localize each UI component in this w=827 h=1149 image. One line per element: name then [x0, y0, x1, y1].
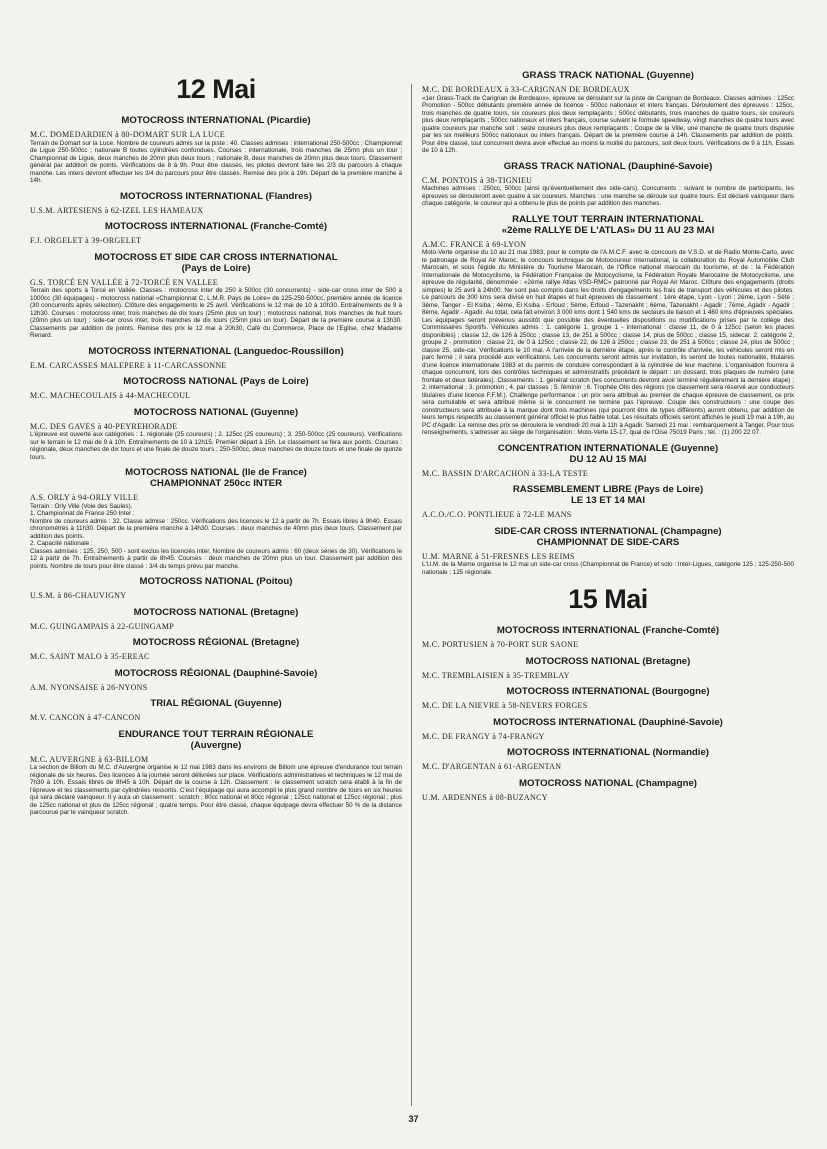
event-description: [422, 249, 794, 437]
event-club: M.C. TREMBLAISIEN à 35-TREMBLAY: [422, 670, 570, 680]
event-description: [30, 503, 402, 571]
event-section: [30, 607, 402, 632]
event-paragraph: Moto-Verte organise du 10 au 21 mai 1983, pour le compte de l'A.M.C.F. avec le concours de V.S.D. et de Radio Monte-Carlo, avec le patronage de Royal Air Maroc, le concours technique de Motocoureur International, la collaboration du Royal Automobile Club Marocain, et sous l'égide du Ministère du Tourisme Marocain, de l'Office national marocain du tourisme, et de : la Fédération Internationale de Motocyclisme, la Fédération Française de Motocyclisme, la Fédération Royale Marocaine de Motocyclisme, une épreuve de régularité, dénommée : «2ème rallye Atlas VSD-RMC» patronné par Royal Air Maroc. Clôture des engagements (droits simples) le 25 avril à 24h00. Ne sont pas compris dans les droits d'engagements les frais de transport des véhicules et des pilotes. Le parcours de 300 kms sera divisé en huit étapes et huit épreuves de classement : 1ère étape, Lyon - Lyon ; 2ème, Lyon - Sète ; 3ème, Tanger - El Ksiba ; 4ème, El Ksiba - Erfoud ; 5ème, Erfoud - Tazenakht ; 6ème, Tazenakht - Agadir ; 7ème, Agadir - Agadir ; 8ème, Agadir - Agadir. Au total, cela fait environ 3 000 kms dont 1 540 kms de secteurs de liaison et 1 460 kms d'épreuves spéciales. Les équipages seront prévenus aussitôt que possible des éventuelles dispositions ou modifications prises par le collège des Commissaires Sportifs. Véhicules admis : 1. catégorie 1, groupe 1 - International : classe 11, de 0 à 125cc (selon les places disponibles) ; classe 12, de 126 à 250cc ; classe 13, de 251 à 500cc ; classe 14, plus de 500cc ; classe 15, sidecar. 2. catégorie 2, groupe 2 - promotion : classe 21, de 0 à 125cc ; classe 22, de 126 à 250cc ; classe 23, de 251 à 500cc ; classe 24, plus de 500cc ; classe 25, side-car. Vérifications le 10 mai. A l'arrivée de la dernière étape, après le contrôle d'arrivée, les véhicules seront mis en parc fermé ; il sera procédé aux vérifications. Les concurrents seront admis sur invitation, ils seront de toutes nationalité, titulaires d'une licence internationale 1983 et du permis de conduire correspondant à la cylindrée de leur machine. L'organisation fournira à chaque concurrent, lors des contrôles techniques et administratifs précédant le départ : un dossard, trois plaques de numéro (une frontale et deux latérales). Classements : 1. général scratch (les concurrents devront avoir terminé régulièrement la dernière étape) ; 2. international ; 3. promotion ; 4. par classes ; 5. féminin ; 6. Trophée Otis des régions (ce classement sera réservé aux conducteurs titulaires d'une licence F.F.M.). Challenge performance : un prix sera attribué au premier de chaque épreuve de classement, ce prix sera cumulable et sera attribué même si le concurrent ne termine pas l'épreuve. Coupe des constructeurs : une coupe des constructeurs sera attribuée à la marque dont trois machines (qui pourront être de types différents) auront obtenu, par addition de leurs temps respectifs au classement général officiel le plus faible total. Les résultats officiels seront affichés le jeudi 19 mai à 19h, au PC d'Agadir. La remise des prix se déroulera le vendredi 20 mai à 11h à Agadir. Samedi 21 mai : rembarquement à Tanger. Pour tous renseignements, s'adresser au siège de l'organisation : Moto-Verte 15-17, quai de l'Oise 75019 Paris ; tél. : (1) 200 22 07.: [422, 249, 794, 436]
event-heading: MOTOCROSS RÉGIONAL (Bretagne): [132, 637, 300, 648]
event-club: M.V. CANCON à 47-CANCON: [30, 713, 141, 722]
event-section: [30, 467, 402, 570]
event-heading: ENDURANCE TOUT TERRAIN RÉGIONALE (Auvergne): [118, 728, 314, 751]
event-paragraph: L'épreuve est ouverte aux catégories : 1. régionale (25 coureurs) ; 2. 125cc (25 coureurs) ; 3. 250-500cc (25 coureurs). Vérifications sur le terrain le 12 mai de 9 à 10h. Entraînements de 10 à 12h15. Premier départ à 15h. Le classement se fera aux points. Courses : régionale, deux manches de dix tours et une finale de douze tours ; 250-500cc, deux manches de douze tours et une finale de quinze tours.: [30, 431, 402, 461]
event-description: [422, 561, 794, 576]
event-club: M.C. D'ARGENTAN à 61-ARGENTAN: [422, 762, 562, 771]
event-heading: MOTOCROSS INTERNATIONAL (Languedoc-Roussillon): [88, 345, 344, 357]
event-club: U.M. ARDENNES à 08-BUZANCY: [422, 792, 548, 802]
event-section: [30, 221, 402, 246]
event-club: M.C. SAINT MALO à 35-EREAC: [30, 652, 150, 661]
event-section: [30, 376, 402, 401]
event-heading: MOTOCROSS INTERNATIONAL (Dauphiné-Savoie): [493, 716, 723, 728]
event-paragraph: Machines admises : 250cc, 500cc (ainsi qu'éventuellement des side-cars). Concurrents : suivant le nombre de participants, les épreuves se dérouleront avec quatre à six coureurs. Manches : une manche se déroule sur quatre tours. Est déclaré vainqueur dans chaque catégorie, le coureur qui a obtenu le plus de points par addition des manches.: [422, 185, 794, 207]
event-club: F.J. ORGELET à 39-ORGELET: [30, 236, 142, 245]
event-paragraph: Terrain des sports à Torcé en Vallée. Classes : motocross inter de 250 à 500cc (30 concurrents) - side-car cross inter de 500 à 1000cc (30 équipages) - motocross national «Championnat C, L.M.R. Pays de Loire» de 125-250-500cc, première année de licence (30 concurrents après sélection). Clôture des engagements le 25 avril. Vérifications le 12 mai de 10 à 10h30. Entraînements de 9 à 12h30. Courses : motocross inter, trois manches de dix tours (25mn plus un tour) ; motocross national, trois manches de huit tours (20mn plus un tour) ; side-car cross inter, trois manches de dix tours (25mn plus un tour). Départ de la première course à 13h30. Classements par addition de points. Remise des prix le 12 mai à 20h30, Café du Commerce, Place de l'Eglise, chez Madame Renard.: [30, 287, 402, 339]
event-club: A.M. NYONSAISE à 26-NYONS: [30, 682, 148, 692]
event-section: [422, 161, 794, 208]
event-heading: TRIAL RÉGIONAL (Guyenne): [150, 698, 282, 709]
event-heading: MOTOCROSS INTERNATIONAL (Flandres): [120, 190, 312, 202]
event-club: M.C. DE LA NIEVRE à 58-NEVERS FORGES: [422, 701, 588, 710]
event-club: C.M. PONTOIS à 38-TIGNIEU: [422, 175, 533, 185]
event-paragraph: L'U.M. de la Marne organise le 12 mai un side-car cross (Championnat de France) et solo : Inter-Ligues, catégorie 125 ; 125-250-500 nationale ; 125 régionale.: [422, 561, 794, 576]
column-divider: [411, 84, 412, 1106]
event-section: [422, 717, 794, 742]
event-section: [422, 214, 794, 437]
event-club: M.C. PORTUSIEN à 70-PORT SUR SAONE: [422, 640, 579, 649]
event-heading: MOTOCROSS NATIONAL (Champagne): [518, 777, 698, 789]
event-heading: MOTOCROSS NATIONAL (Bretagne): [525, 655, 691, 667]
event-paragraph: 2. Capacité nationale :: [30, 540, 93, 547]
event-section: [422, 656, 794, 681]
event-club: M.C. MACHECOULAIS à 44-MACHECOUL: [30, 391, 191, 400]
event-paragraph: «1er Grass-Track de Carignan de Bordeaux», épreuve se déroulant sur la piste de Carignan de Bordeaux. Classes admises : 125cc Promotion - 500cc débutants première année de licence - 500cc nationaux et inters français. Déroulement des épreuves : 125cc, trois manches de quatre tours, six coureurs plus deux remplaçants ; 500cc débutants, trois manches de quatre tours, six coureurs plus deux remplaçants ; 500cc nationaux et inters français, course suivant le formule speedway, vingt manches de quatre tours avec quatre coureurs par manche soit : seize coureurs plus deux remplaçants ; Coupe de la Ville, une manche de quatre tours disputée par les six meilleurs 500cc nationaux ou inters français. Départ de la première course à 14h. Classements par addition de points. Pour être classé, tout concurrent devra avoir effectué au moins la moitié du parcours, soit deux tours. Vérifications de 9 à 11h. Essais de 10 à 12h.: [422, 94, 794, 154]
event-section: [422, 484, 794, 520]
right-sections-bottom: [422, 625, 794, 802]
event-club: M.C. BASSIN D'ARCACHON à 33-LA TESTE: [422, 468, 589, 478]
event-heading: RASSEMBLEMENT LIBRE (Pays de Loire) LE 13 ET 14 MAI: [512, 484, 704, 506]
event-club: A.M.C. FRANCE à 69-LYON: [422, 239, 527, 249]
event-section: [422, 625, 794, 650]
event-section: [30, 252, 402, 340]
event-heading: MOTOCROSS INTERNATIONAL (Picardie): [121, 115, 311, 126]
event-description: [422, 95, 794, 155]
event-section: [422, 70, 794, 155]
date-heading-12-mai: 12 Mai: [176, 74, 256, 104]
event-heading: MOTOCROSS NATIONAL (Bretagne): [133, 606, 299, 618]
event-heading: MOTOCROSS NATIONAL (Ile de France) CHAMPIONNAT 250cc INTER: [125, 467, 307, 489]
event-section: [422, 443, 794, 479]
event-section: [422, 526, 794, 577]
event-section: [30, 637, 402, 662]
event-club: A.S. ORLY à 94-ORLY VILLE: [30, 493, 139, 502]
event-paragraph: Terrain : Orly Ville (Voie des Saules).: [30, 502, 133, 510]
event-club: U.S.M. à 86-CHAUVIGNY: [30, 591, 127, 600]
event-section: [30, 576, 402, 601]
event-paragraph: Terrain de Domart sur la Luce. Nombre de coureurs admis sur la piste : 40. Classes admises : international 250-500cc ; Championnat de Ligue 250-500cc ; nationale B toutes cylindrées confondues. Courses : internationale, trois manches de 25mn plus un tour ; Championnat de Ligue, deux manches de 20mn plus deux tours ; nationale B, deux manches de 20mn plus deux tours. Classement général par addition de points. Vérifications de 8 à 9h. Pour être classés, les pilotes devront faire les 2/3 du parcours à chaque manche. Les inters devront effectuer les 3/4 du parcours pour être classés. Remise des prix à 19h. Départ de la première manche à 14h.: [30, 139, 402, 184]
date-heading-15-mai: 15 Mai: [568, 584, 648, 614]
event-club: M.C. AUVERGNE à 63-BILLOM: [30, 754, 149, 764]
event-section: [30, 115, 402, 185]
right-sections-top: [422, 70, 794, 576]
event-club: M.C. DOMEDARDIEN à 80-DOMART SUR LA LUCE: [30, 130, 225, 139]
event-club: U.M. MARNE à 51-FRESNES LES REIMS: [422, 551, 575, 561]
event-description: [30, 431, 402, 461]
event-heading: MOTOCROSS ET SIDE CAR CROSS INTERNATIONAL (Pays de Loire): [94, 251, 338, 274]
event-heading: CONCENTRATION INTERNATIONALE (Guyenne) DU 12 AU 15 MAI: [497, 442, 719, 465]
event-heading: MOTOCROSS INTERNATIONAL (Franche-Comté): [104, 221, 328, 232]
event-heading: MOTOCROSS INTERNATIONAL (Franche-Comté): [496, 625, 720, 636]
event-section: [422, 778, 794, 803]
event-description: [30, 287, 402, 340]
event-club: M.C. GUINGAMPAIS à 22-GUINGAMP: [30, 621, 175, 631]
event-heading: MOTOCROSS INTERNATIONAL (Normandie): [506, 747, 709, 758]
event-section: [30, 668, 402, 693]
event-heading: MOTOCROSS NATIONAL (Guyenne): [133, 406, 299, 418]
event-paragraph: 1. Championnat de France 250 Inter :: [30, 510, 135, 517]
event-section: [30, 407, 402, 462]
event-section: [422, 747, 794, 772]
event-paragraph: La section de Billom du M.C. d'Auvergne organise le 12 mai 1983 dans les environs de Billom une épreuve d'endurance tout terrain régionale de six heures. Des licences à la journée seront délivrées sur place. Vérifications administratives et techniques le 12 mai de 7h30 à 10h. Essais libres de 8h45 à 10h. Départ de la course à 12h. Classement : le classement scratch sera établi à la fin de l'épreuve et les classements par cylindrées ressortis. C'est l'équipage qui aura accompli le plus grand nombre de tours en six heures qui sera déclaré vainqueur. Il y aura un classement : scratch ; 80cc national et 80cc régional ; 125cc national et 125cc régional ; plus de 125cc national et plus de 125cc régional ; quatre temps. Pour être classé, chaque équipage devra effectuer 50 % de la distance parcourue par le vainqueur scratch.: [30, 764, 402, 816]
left-column: [30, 70, 402, 823]
event-description: [30, 764, 402, 817]
right-column: [422, 70, 794, 808]
event-section: [30, 191, 402, 216]
event-heading: SIDE-CAR CROSS INTERNATIONAL (Champagne) CHAMPIONNAT DE SIDE-CARS: [494, 525, 722, 548]
left-sections: [30, 115, 402, 817]
event-description: [30, 140, 402, 185]
event-description: [422, 185, 794, 208]
event-heading: RALLYE TOUT TERRAIN INTERNATIONAL «2ème RALLYE DE L'ATLAS» DU 11 AU 23 MAI: [501, 213, 715, 236]
event-club: U.S.M. ARTESIENS à 62-IZEL LES HAMEAUX: [30, 205, 204, 215]
event-heading: MOTOCROSS NATIONAL (Poitou): [139, 576, 293, 587]
event-heading: MOTOCROSS NATIONAL (Pays de Loire): [123, 376, 309, 387]
event-club: G.S. TORCÉ EN VALLÉE à 72-TORCÉ EN VALLEE: [30, 277, 218, 287]
event-section: [30, 346, 402, 371]
event-club: E.M. CARCASSES MALEPERE à 11-CARCASSONNE: [30, 360, 227, 370]
event-paragraph: Classes admises : 125, 250, 500 - sont exclus les licenciés inter. Nombre de coureurs admis : 60 (deux séries de 30). Vérifications le 12 à partir de 7h. Entraînements à partir de 8h45. Courses : deux manches de 20mn plus un tour. Classement par addition des points. Nombre de tours pour être classé : 3/4 du temps prévu par manche.: [30, 547, 402, 570]
page-number: 37: [408, 1114, 419, 1124]
event-club: A.C.O./C.O. PONTLIEUE à 72-LE MANS: [422, 510, 572, 519]
event-heading: MOTOCROSS RÉGIONAL (Dauphiné-Savoie): [114, 667, 318, 679]
event-section: [30, 698, 402, 723]
event-heading: GRASS TRACK NATIONAL (Dauphiné-Savoie): [503, 160, 713, 172]
event-heading: MOTOCROSS INTERNATIONAL (Bourgogne): [506, 686, 710, 697]
event-club: M.C. DE FRANGY à 74-FRANGY: [422, 731, 545, 741]
event-section: [30, 729, 402, 817]
event-heading: GRASS TRACK NATIONAL (Guyenne): [522, 70, 694, 81]
event-club: M.C. DE BORDEAUX à 33-CARIGNAN DE BORDEAUX: [422, 85, 630, 94]
event-paragraph: Nombre de coureurs admis : 32. Classe admise : 250cc. Vérifications des licences le 12 à partir de 7h. Essais libres à 9h40. Essais chronométrés à 11h30. Départ de la première manche à 14h30. Courses : deux manches de 40mn plus deux tours. Classement par addition des points.: [30, 517, 402, 540]
event-section: [422, 686, 794, 711]
event-club: M.C. DES GAVES à 40-PEYREHORADE: [30, 421, 178, 431]
